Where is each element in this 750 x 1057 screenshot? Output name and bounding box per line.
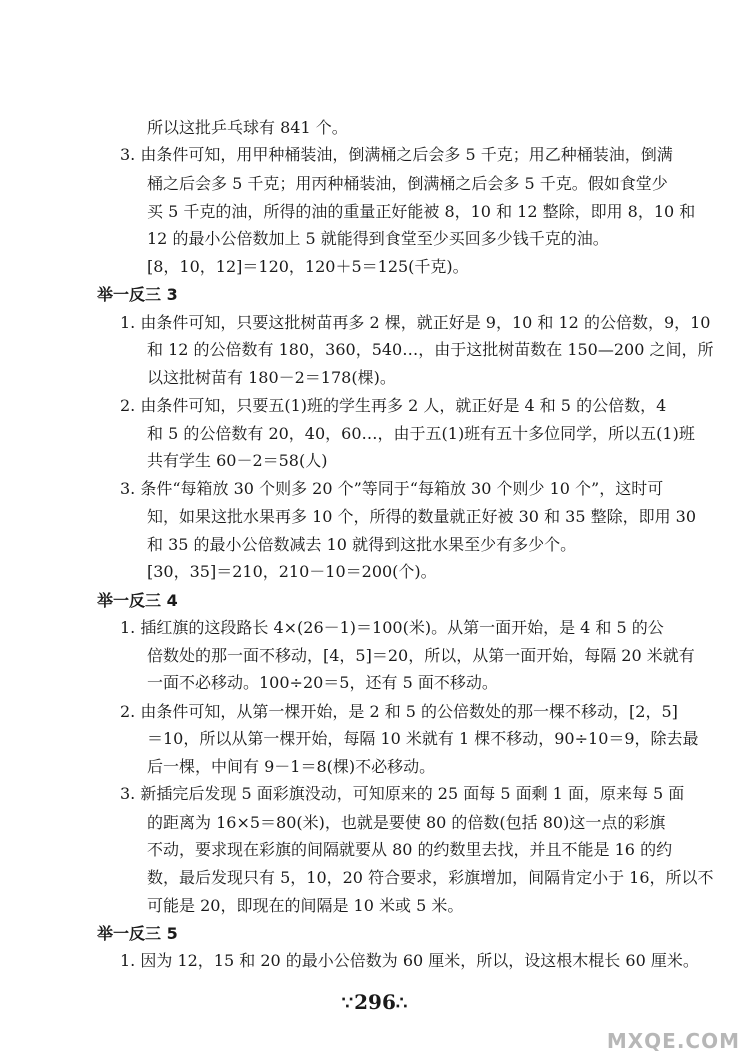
watermark: MXQE.COM	[606, 1029, 740, 1053]
section-heading: 举一反三 3	[97, 284, 178, 304]
text-line: 3. 由条件可知，用甲种桶装油，倒满桶之后会多 5 千克；用乙种桶装油，倒满	[120, 145, 673, 165]
text-line: 3. 新插完后发现 5 面彩旗没动，可知原来的 25 面每 5 面剩 1 面，原来每 5 面	[120, 784, 685, 804]
section-heading: 举一反三 4	[97, 590, 178, 610]
text-line: 1. 插红旗的这段路长 4×(26－1)＝100(米)。从第一面开始，是 4 和 5 的公	[120, 617, 664, 637]
text-line: 知，如果这批水果再多 10 个，所得的数量就正好被 30 和 35 整除，即用 30	[147, 506, 697, 526]
text-line: 和 12 的公倍数有 180，360，540…，由于这批树苗数在 150—200 之间，所	[147, 340, 714, 360]
decorative-dots-left: ∵	[341, 993, 355, 1014]
text-line: 桶之后会多 5 千克；用丙种桶装油，倒满桶之后会多 5 千克。假如食堂少	[147, 173, 668, 193]
text-line: 不动，要求现在彩旗的间隔就要从 80 的约数里去找，并且不能是 16 的约	[147, 839, 673, 859]
text-line: 的距离为 16×5＝80(米)，也就是要使 80 的倍数(包括 80)这一点的彩旗	[147, 812, 666, 832]
text-line: 共有学生 60－2＝58(人)	[147, 451, 328, 471]
section-heading: 举一反三 5	[97, 923, 178, 943]
text-line: 3. 条件“每箱放 30 个则多 20 个”等同于“每箱放 30 个则少 10 个”，这时可	[120, 479, 664, 499]
text-line: 和 5 的公倍数有 20，40，60…，由于五(1)班有五十多位同学，所以五(1)班	[147, 423, 695, 443]
page-number	[0, 990, 750, 1014]
text-line: 1. 因为 12，15 和 20 的最小公倍数为 60 厘米，所以，设这根木棍长 60 厘米。	[120, 951, 699, 970]
text-line: 数，最后发现只有 5，10，20 符合要求，彩旗增加，间隔肯定小于 16，所以不	[147, 868, 714, 888]
text-line: 以这批树苗有 180－2＝178(棵)。	[147, 368, 396, 388]
text-line: 1. 由条件可知，只要这批树苗再多 2 棵，就正好是 9，10 和 12 的公倍数，9，10	[120, 312, 711, 332]
text-line: 12 的最小公倍数加上 5 就能得到食堂至少买回多少钱千克的油。	[147, 229, 609, 249]
decorative-dots-right: ∴	[395, 993, 409, 1014]
text-line: 2. 由条件可知，只要五(1)班的学生再多 2 人，就正好是 4 和 5 的公倍数，4	[120, 395, 667, 415]
text-line: 可能是 20，即现在的间隔是 10 米或 5 米。	[147, 895, 464, 915]
page-number-value: 296	[354, 990, 396, 1014]
text-line: 后一棵，中间有 9－1＝8(棵)不必移动。	[147, 757, 436, 777]
text-line: 和 35 的最小公倍数减去 10 就得到这批水果至少有多少个。	[147, 535, 577, 554]
text-line: 买 5 千克的油，所得的油的重量正好能被 8，10 和 12 整除，即用 8，10 和	[147, 201, 696, 221]
text-line: 一面不必移动。100÷20＝5，还有 5 面不移动。	[147, 673, 498, 693]
text-line: 所以这批乒乓球有 841 个。	[147, 118, 348, 137]
text-line: 2. 由条件可知，从第一棵开始，是 2 和 5 的公倍数处的那一棵不移动，[2，5]	[120, 701, 678, 721]
text-line: ＝10，所以从第一棵开始，每隔 10 米就有 1 棵不移动，90÷10＝9，除去最	[147, 728, 699, 748]
text-line: [8，10，12]＝120，120＋5＝125(千克)。	[147, 257, 469, 277]
text-line: 倍数处的那一面不移动，[4，5]＝20，所以，从第一面开始，每隔 20 米就有	[147, 646, 695, 665]
text-line: [30，35]＝210，210－10＝200(个)。	[147, 562, 437, 582]
